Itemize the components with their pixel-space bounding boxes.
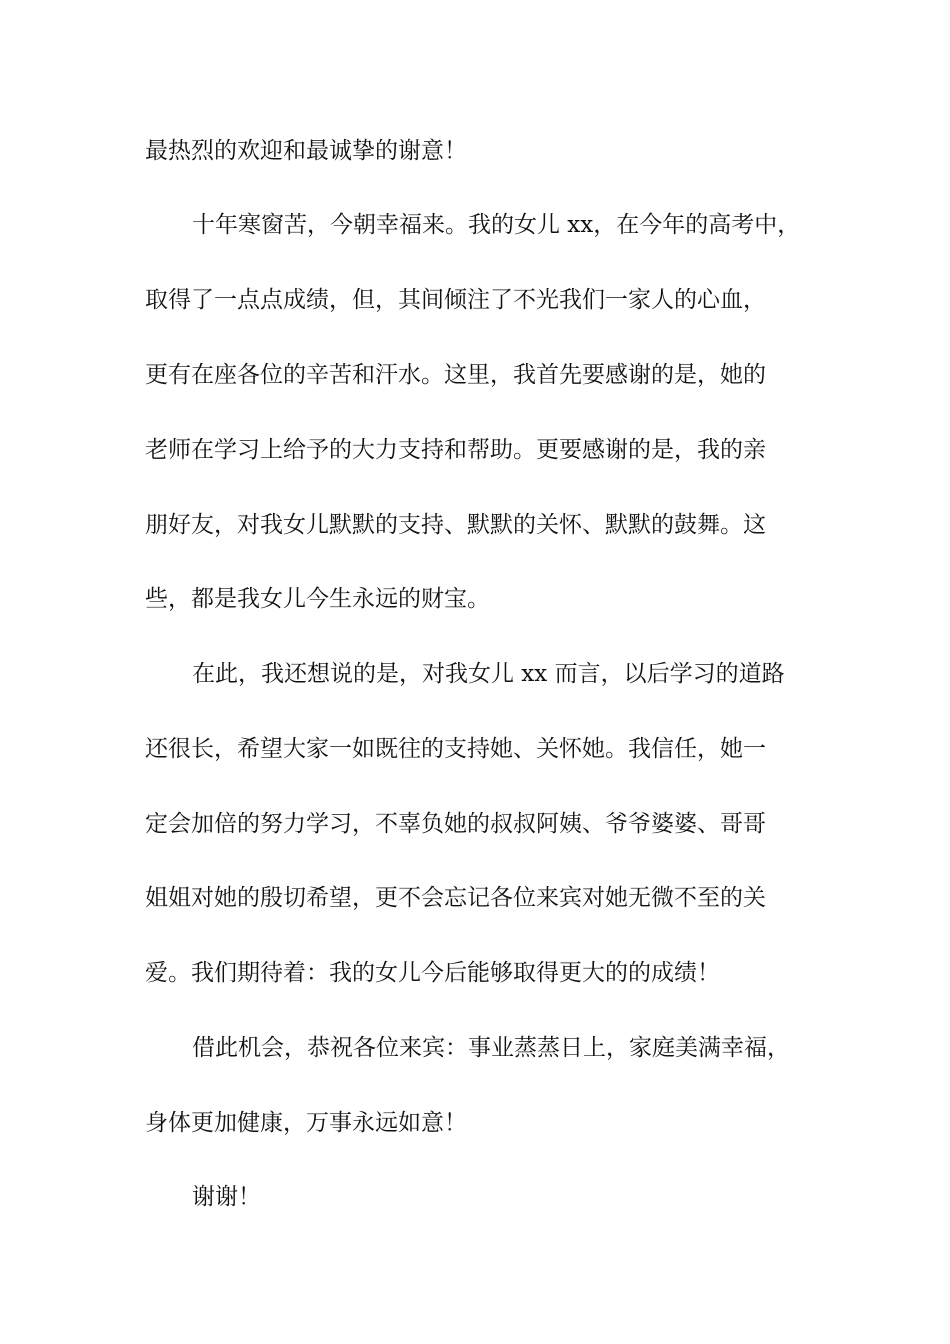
text-line: 更有在座各位的辛苦和汗水。这里，我首先要感谢的是，她的 <box>145 362 766 388</box>
paragraph-start-line: 借此机会，恭祝各位来宾：事业蒸蒸日上，家庭美满幸福， <box>192 1035 790 1061</box>
text-line: 取得了一点点成绩，但，其间倾注了不光我们一家人的心血， <box>145 287 766 313</box>
closing-line: 谢谢！ <box>192 1184 261 1210</box>
text-line: 最热烈的欢迎和最诚挚的谢意！ <box>145 138 467 164</box>
text-line: 老师在学习上给予的大力支持和帮助。更要感谢的是，我的亲 <box>145 437 766 463</box>
text-line: 朋好友，对我女儿默默的支持、默默的关怀、默默的鼓舞。这 <box>145 512 766 538</box>
text-line: 姐姐对她的殷切希望，更不会忘记各位来宾对她无微不至的关 <box>145 885 766 911</box>
text-line: 还很长，希望大家一如既往的支持她、关怀她。我信任，她一 <box>145 736 766 762</box>
paragraph-start-line: 十年寒窗苦，今朝幸福来。我的女儿 xx，在今年的高考中， <box>192 212 801 238</box>
text-line: 些，都是我女儿今生永远的财宝。 <box>145 586 490 612</box>
text-line: 定会加倍的努力学习，不辜负她的叔叔阿姨、爷爷婆婆、哥哥 <box>145 811 766 837</box>
text-line: 身体更加健康，万事永远如意！ <box>145 1110 467 1136</box>
text-line: 爱。我们期待着：我的女儿今后能够取得更大的的成绩！ <box>145 960 720 986</box>
paragraph-start-line: 在此，我还想说的是，对我女儿 xx 而言，以后学习的道路 <box>192 661 785 687</box>
